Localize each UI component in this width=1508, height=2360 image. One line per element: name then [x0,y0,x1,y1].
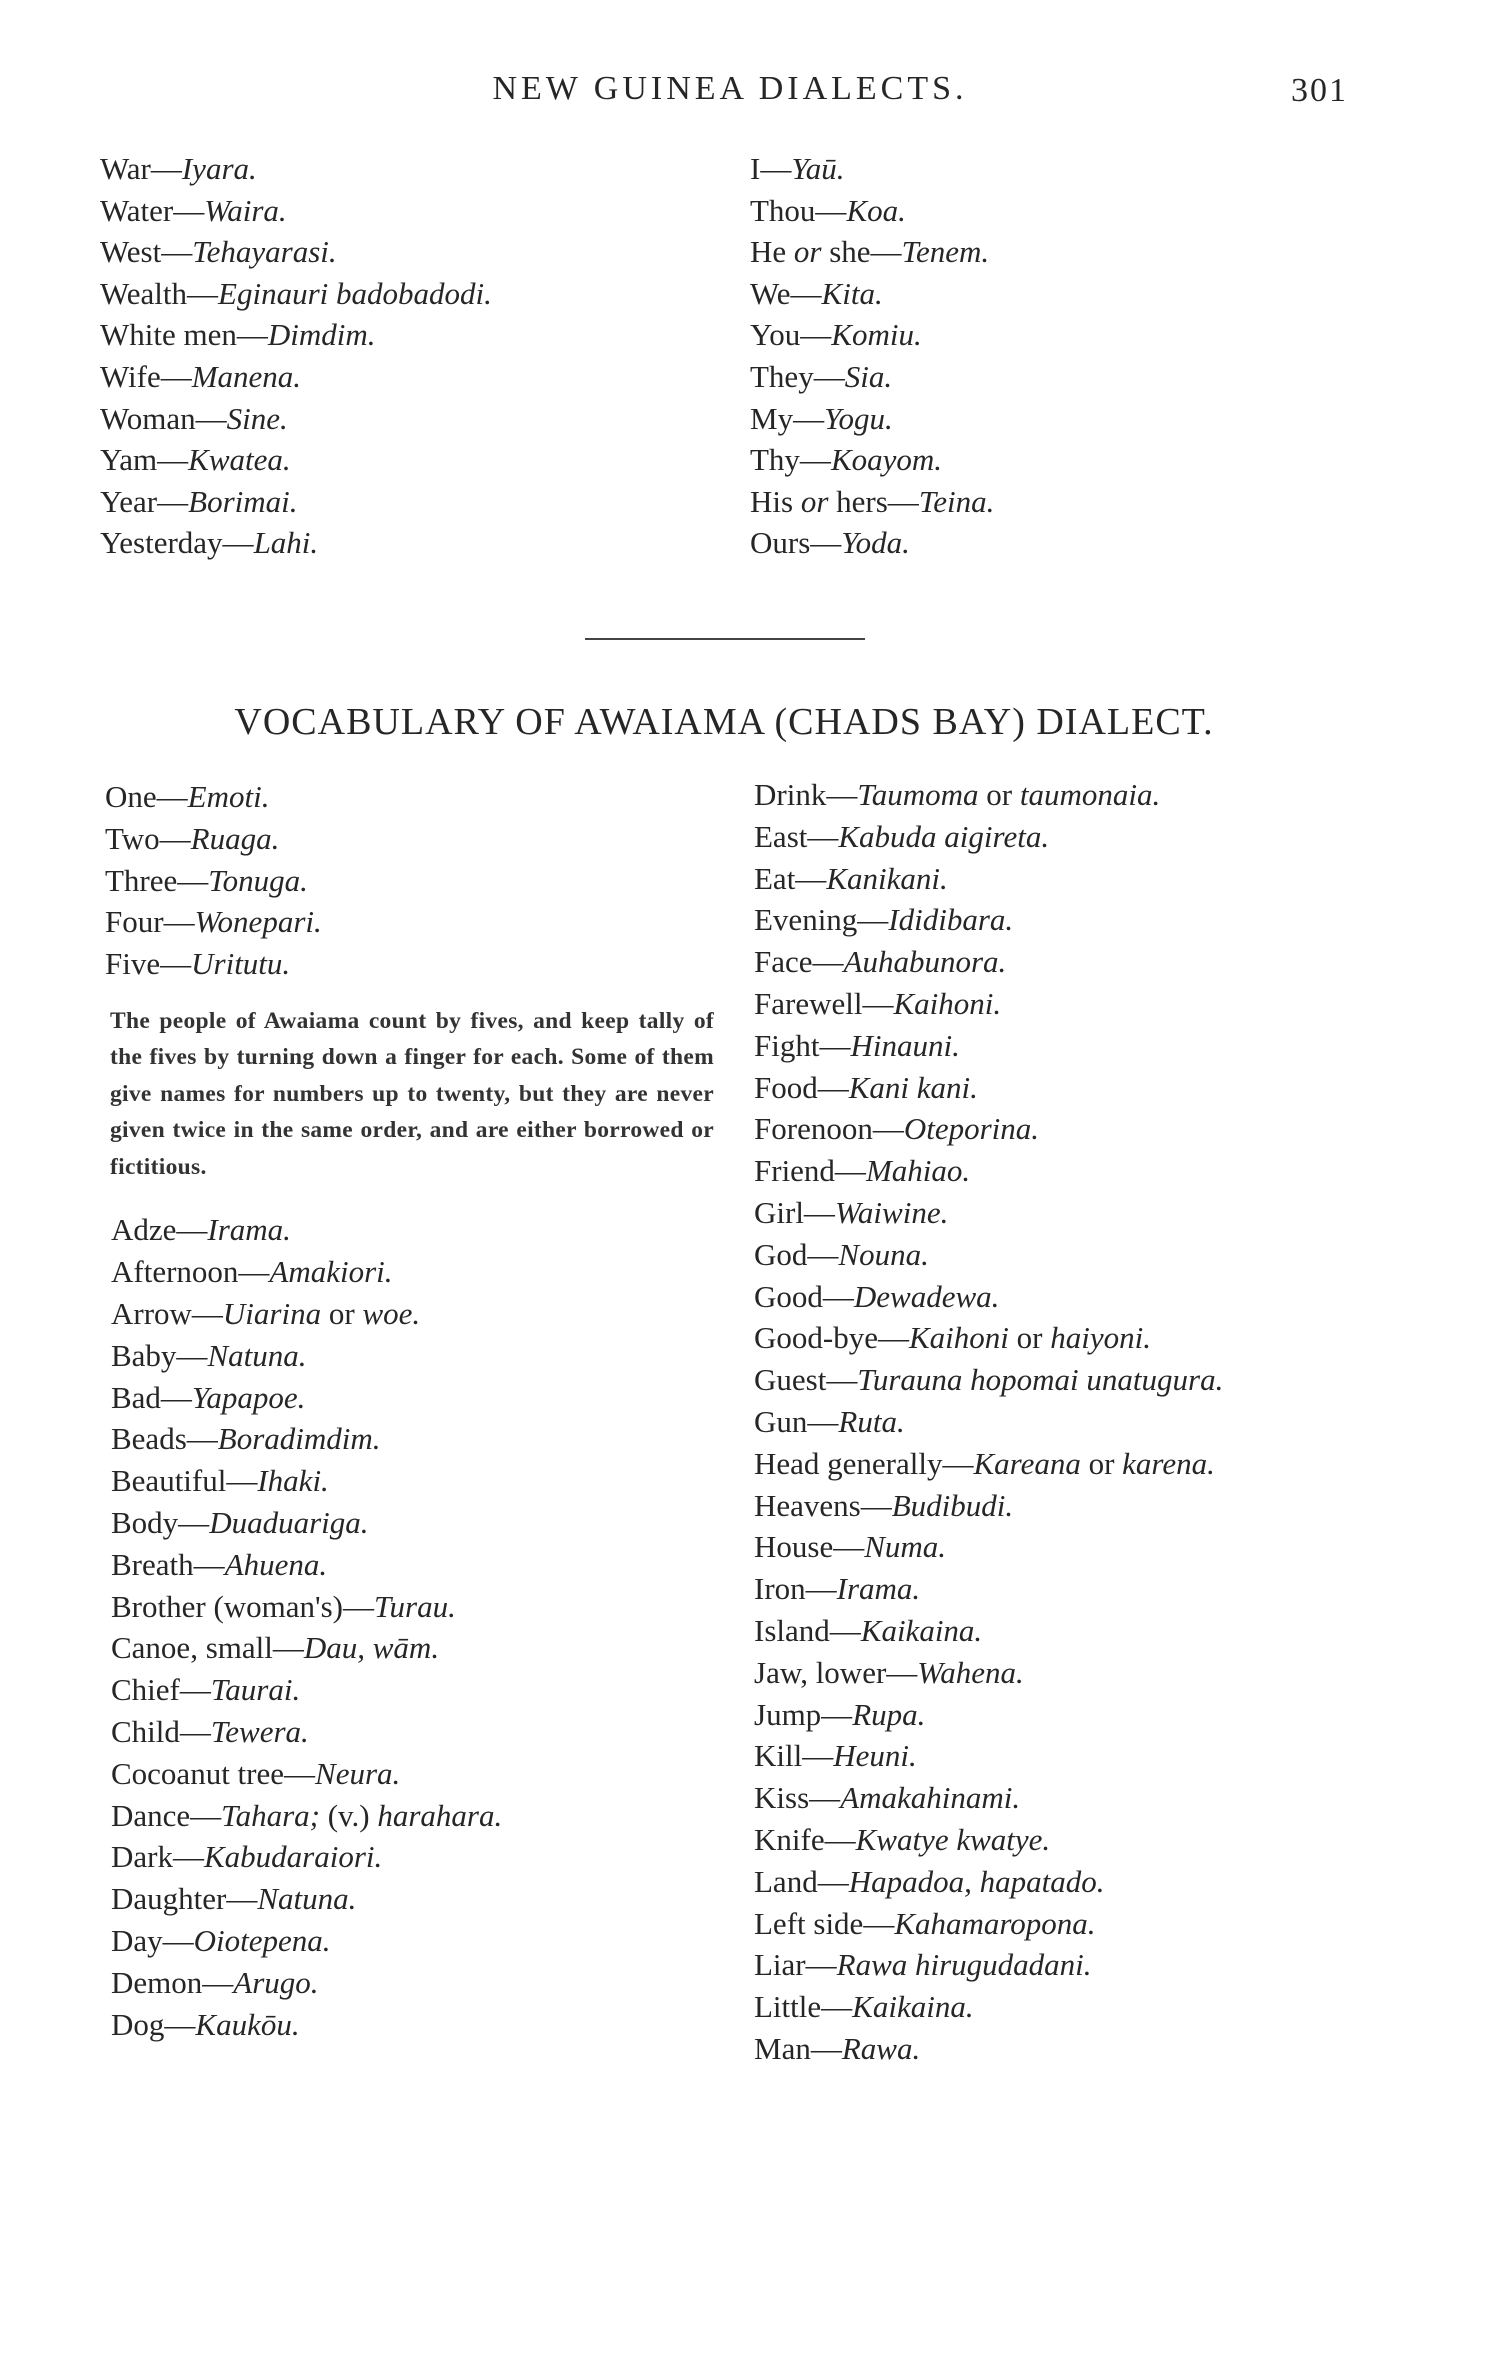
vocab-gloss [365,1630,373,1665]
vocab-entry [754,1944,1223,1986]
vocab-gloss: Knife— [754,1821,856,1857]
vocab-entry [754,2028,1223,2070]
vocab-term: Natuna. [207,1337,307,1373]
vocab-term: or [800,483,829,519]
vocab-term: Waira. [204,192,287,228]
vocab-term: Yoda. [841,525,910,561]
vocab-gloss: Four— [105,904,195,940]
vocab-gloss: Bad— [111,1379,192,1415]
vocab-gloss: Gun— [754,1403,839,1439]
vocab-gloss: Island— [754,1612,861,1648]
vocab-gloss: Child— [111,1714,211,1750]
vocab-gloss: Left side— [754,1905,895,1941]
vocab-term: Lahi. [253,525,319,561]
vocab-term: Kani kani. [848,1069,978,1105]
vocab-entry [754,1359,1223,1401]
vocab-term: Kareana [973,1445,1081,1481]
vocab-term: Eginauri badobadodi. [218,275,492,311]
vocab-gloss: Woman— [100,400,227,436]
vocab-entry [750,356,994,398]
vocab-gloss: Thy— [750,442,831,478]
vocab-entry [105,1795,714,1837]
vocab-entry [754,1652,1223,1694]
vocab-entry [754,1234,1223,1276]
vocab-entry [754,1526,1223,1568]
vocab-term: Auhabunora. [843,944,1007,980]
vocab-entry [750,273,994,315]
vocab-term: Manena. [191,358,302,394]
vocab-term: Kabuda aigireta. [838,818,1050,854]
vocab-gloss: Ours— [750,525,842,561]
vocab-term: Rawa hirugudadani. [836,1947,1092,1983]
vocab-term: Kahamaropona. [894,1905,1096,1941]
vocabulary-list-left [105,1209,714,2045]
bottom-right-column [754,774,1223,2070]
vocab-entry [754,1610,1223,1652]
vocab-term: Yapapoe. [191,1379,306,1415]
vocab-entry [100,398,492,440]
vocab-gloss: Good-bye— [754,1320,909,1356]
vocab-entry [754,1067,1223,1109]
vocab-entry [754,1903,1223,1945]
vocab-gloss: hers— [828,483,919,519]
vocab-gloss: Dark— [111,1839,204,1875]
vocab-term: Ruaga. [190,820,280,856]
vocab-entry [105,1753,714,1795]
vocab-term: Yaū. [791,151,845,186]
vocab-term: Turauna hopomai unatugura. [857,1362,1224,1398]
vocab-entry [754,1986,1223,2028]
vocab-entry [105,818,714,860]
vocab-gloss: or [1008,1320,1051,1356]
vocab-gloss: Breath— [111,1546,225,1582]
vocab-term: Yogu. [824,400,893,436]
vocab-entry [100,190,492,232]
vocab-entry [105,1293,714,1335]
vocab-term: Koa. [846,192,906,228]
vocab-gloss: Forenoon— [754,1111,904,1147]
vocab-term: Iyara. [181,151,257,186]
vocab-gloss: Yesterday— [100,525,254,561]
vocab-gloss: Beautiful— [111,1463,258,1499]
vocab-gloss: Land— [754,1863,849,1899]
vocab-gloss: she— [821,234,902,270]
vocab-term: Borimai. [188,483,298,519]
vocab-term: Tewera. [210,1714,309,1750]
vocab-entry [105,1460,714,1502]
vocab-gloss: or [321,1296,363,1332]
vocab-gloss: Farewell— [754,985,894,1021]
vocab-term: Kanikani. [826,860,948,896]
vocab-term: harahara. [377,1797,503,1833]
vocab-term: Kaikaina. [860,1612,983,1648]
vocab-gloss: Thou— [750,192,847,228]
vocab-term: Waiwine. [834,1194,949,1230]
vocab-term: Boradimdim. [217,1421,381,1457]
vocab-entry [105,1544,714,1586]
vocab-entry [754,816,1223,858]
vocab-gloss: Two— [105,820,191,856]
vocab-entry [750,314,994,356]
vocab-gloss: Jump— [754,1696,853,1732]
vocab-entry [100,148,492,190]
running-head [0,70,1508,120]
vocab-gloss: War— [100,151,182,186]
vocab-gloss: They— [750,358,845,394]
page-number: 301 [1291,72,1348,109]
vocab-entry [105,1878,714,1920]
vocab-gloss: Brother (woman's)— [111,1588,375,1624]
vocab-term: Oiotepena. [193,1923,331,1959]
vocab-term: Hapadoa, [848,1863,972,1899]
vocab-gloss: Afternoon— [111,1254,270,1290]
vocab-entry [100,522,492,564]
vocab-term: hapatado. [979,1863,1105,1899]
vocab-entry [105,2004,714,2046]
vocab-gloss: Man— [754,2030,842,2066]
vocab-gloss: Dog— [111,2006,196,2042]
vocab-term: Amakahinami. [840,1780,1021,1816]
vocab-gloss: Beads— [111,1421,218,1457]
vocab-gloss: Face— [754,944,844,980]
vocab-gloss: His [750,483,801,519]
vocab-entry [105,776,714,818]
vocab-entry [754,1276,1223,1318]
vocab-entry [105,1627,714,1669]
vocab-term: Teina. [918,483,995,519]
vocab-gloss: or [978,777,1020,812]
vocab-entry [754,1150,1223,1192]
vocab-term: Heuni. [833,1738,917,1774]
vocab-term: Wonepari. [194,904,322,940]
vocab-gloss: White men— [100,317,268,353]
vocab-term: Arugo. [233,1964,319,2000]
vocab-entry [754,1108,1223,1150]
vocab-entry [754,1777,1223,1819]
section-divider [585,638,865,640]
vocab-term: Dimdim. [267,317,376,353]
vocab-term: Komiu. [831,317,922,353]
vocab-term: Ahuena. [224,1546,328,1582]
vocab-term: Tehayarasi. [192,234,337,270]
vocab-term: Mahiao. [865,1153,971,1189]
vocab-term: woe. [362,1296,421,1332]
vocab-term: Koayom. [830,442,943,478]
vocab-term: Sine. [226,400,288,436]
vocab-term: Duaduariga. [209,1505,369,1541]
bottom-left-column [105,776,714,2045]
vocab-gloss: We— [750,275,822,311]
vocab-gloss: Heavens— [754,1487,892,1523]
vocab-term: Hinauni. [850,1027,960,1063]
vocab-entry [100,314,492,356]
section-heading: VOCABULARY OF AWAIAMA (CHADS BAY) DIALECT. [234,701,1214,743]
vocab-term: Sia. [844,358,893,394]
vocab-entry [750,481,994,523]
vocab-gloss: Five— [105,946,192,982]
vocab-term: Irama. [836,1571,921,1607]
vocab-term: Ididibara. [888,902,1014,938]
vocab-term: Rupa. [852,1696,926,1732]
vocab-term: Tahara; [221,1797,320,1833]
vocab-gloss: Wife— [100,358,192,394]
vocab-term: taumonaia. [1019,777,1161,812]
vocab-term: Uiarina [222,1296,322,1332]
vocab-term: haiyoni. [1050,1320,1151,1356]
vocab-term: Dau, [303,1630,365,1666]
vocab-entry [754,1861,1223,1903]
vocab-entry [754,1819,1223,1861]
vocab-gloss: Demon— [111,1964,234,2000]
vocab-term: Kwatye kwatye. [855,1821,1051,1857]
vocab-gloss: Liar— [754,1947,837,1983]
vocab-gloss: Girl— [754,1194,835,1230]
vocab-gloss: Baby— [111,1337,208,1373]
vocab-gloss: Canoe, small— [111,1630,304,1666]
vocab-term: Neura. [315,1755,401,1791]
vocab-entry [750,231,994,273]
vocab-term: wām. [372,1630,440,1666]
vocab-entry [750,522,994,564]
vocab-term: Rawa. [841,2030,921,2066]
vocab-term: Irama. [207,1212,291,1248]
vocab-entry [754,1192,1223,1234]
vocab-term: Nouna. [838,1236,929,1272]
vocab-term: Kaihoni. [893,985,1002,1021]
vocab-term: Wahena. [917,1654,1024,1690]
vocab-entry [754,1485,1223,1527]
vocab-term: Kita. [821,275,883,311]
vocab-gloss: or [1080,1445,1123,1481]
vocab-entry [750,190,994,232]
vocab-term: karena. [1122,1445,1215,1481]
vocab-term: Ruta. [838,1403,905,1439]
vocab-term: Tenem. [901,234,990,270]
vocab-gloss: West— [100,234,193,270]
vocab-entry [754,1443,1223,1485]
vocab-gloss: Guest— [754,1362,858,1398]
vocab-term: Taurai. [210,1672,301,1708]
vocab-entry [105,1418,714,1460]
vocab-entry [750,398,994,440]
vocab-entry [105,1377,714,1419]
vocab-entry [754,983,1223,1025]
vocab-entry [105,1711,714,1753]
vocab-entry [754,1694,1223,1736]
vocab-entry [105,1920,714,1962]
vocab-term: Dewadewa. [853,1278,1000,1314]
vocab-gloss: House— [754,1529,865,1565]
vocab-entry [100,481,492,523]
vocab-gloss: Kill— [754,1738,834,1774]
vocab-term: Kaukōu. [195,2006,300,2042]
vocab-term: Kaihoni [908,1320,1009,1356]
vocab-gloss: East— [754,818,839,854]
vocab-gloss [972,1864,980,1899]
vocab-term: Emoti. [187,779,270,814]
vocab-entry [754,774,1223,816]
vocab-entry [105,901,714,943]
top-left-column [100,148,492,564]
vocab-entry [105,1209,714,1251]
vocab-entry [105,1962,714,2004]
vocab-gloss: Three— [105,862,209,898]
vocab-entry [754,1317,1223,1359]
vocab-entry [754,1025,1223,1067]
vocab-gloss: God— [754,1236,839,1272]
vocab-gloss: Good— [754,1278,854,1314]
vocab-term: Ihaki. [257,1463,329,1499]
vocab-entry [100,273,492,315]
vocab-entry [754,1735,1223,1777]
vocab-term: Numa. [864,1529,947,1565]
vocab-gloss: Food— [754,1069,849,1105]
vocab-entry [754,899,1223,941]
vocab-gloss: You— [750,317,832,353]
vocab-term: Natuna. [257,1881,357,1917]
vocab-entry [105,1502,714,1544]
vocab-gloss: Cocoanut tree— [111,1755,316,1791]
vocab-gloss: Eat— [754,860,827,896]
vocab-entry [754,858,1223,900]
vocab-gloss: Evening— [754,902,889,938]
vocab-entry [105,1251,714,1293]
vocab-gloss: Wealth— [100,275,219,311]
vocab-entry [754,1401,1223,1443]
vocab-gloss: Little— [754,1989,853,2025]
vocab-term: Turau. [374,1588,456,1624]
vocab-entry [105,1335,714,1377]
vocab-gloss: Chief— [111,1672,211,1708]
vocab-entry [100,356,492,398]
vocab-entry [750,439,994,481]
top-right-column [750,148,994,564]
vocab-gloss: Kiss— [754,1780,841,1816]
counting-note: The people of Awaiama count by fives, and keep tally of the fives by turning down a finger for each. Some of them give names for numbers up to twenty, but they are never given twice in the same order, and are either borrowed or fictitious. [110,1007,714,1180]
vocab-term: Kaikaina. [852,1989,974,2025]
vocab-gloss: He [750,234,794,270]
vocab-entry [105,1669,714,1711]
vocab-gloss: One— [105,779,188,814]
vocab-gloss: Arrow— [111,1296,223,1332]
numbers-list [105,776,714,985]
vocab-term: Tonuga. [208,862,308,898]
vocab-gloss: Body— [111,1505,210,1541]
vocab-entry [100,231,492,273]
vocab-gloss: My— [750,400,825,436]
vocab-gloss: Year— [100,483,189,519]
vocab-gloss: Jaw, lower— [754,1654,918,1690]
vocab-entry [105,860,714,902]
vocab-entry [105,1586,714,1628]
vocab-gloss: Dance— [111,1797,222,1833]
vocab-gloss: Day— [111,1923,194,1959]
vocab-gloss: Fight— [754,1027,851,1063]
vocab-gloss: I— [750,151,792,186]
vocab-gloss: Iron— [754,1571,837,1607]
vocab-term: Amakiori. [269,1254,393,1290]
vocab-gloss: Friend— [754,1153,866,1189]
vocab-gloss: Head generally— [754,1445,974,1481]
vocab-term: or [793,234,822,270]
vocab-term: Kabudaraiori. [203,1839,383,1875]
vocab-gloss: Drink— [754,777,858,812]
vocab-gloss: Adze— [111,1212,208,1248]
vocab-gloss: (v.) [319,1797,378,1833]
vocab-entry [754,941,1223,983]
vocab-term: Oteporina. [903,1111,1040,1147]
running-title: NEW GUINEA DIALECTS. [492,70,968,107]
vocab-entry [105,943,714,985]
vocab-gloss: Daughter— [111,1881,258,1917]
vocab-entry [754,1568,1223,1610]
vocab-entry [105,1836,714,1878]
vocab-term: Kwatea. [188,442,291,478]
vocab-entry [750,148,994,190]
vocab-gloss: Yam— [100,442,189,478]
vocab-entry [100,439,492,481]
vocab-gloss: Water— [100,192,205,228]
vocab-term: Budibudi. [891,1487,1014,1523]
vocab-term: Taumoma [857,777,979,812]
vocab-term: Uritutu. [191,946,291,982]
